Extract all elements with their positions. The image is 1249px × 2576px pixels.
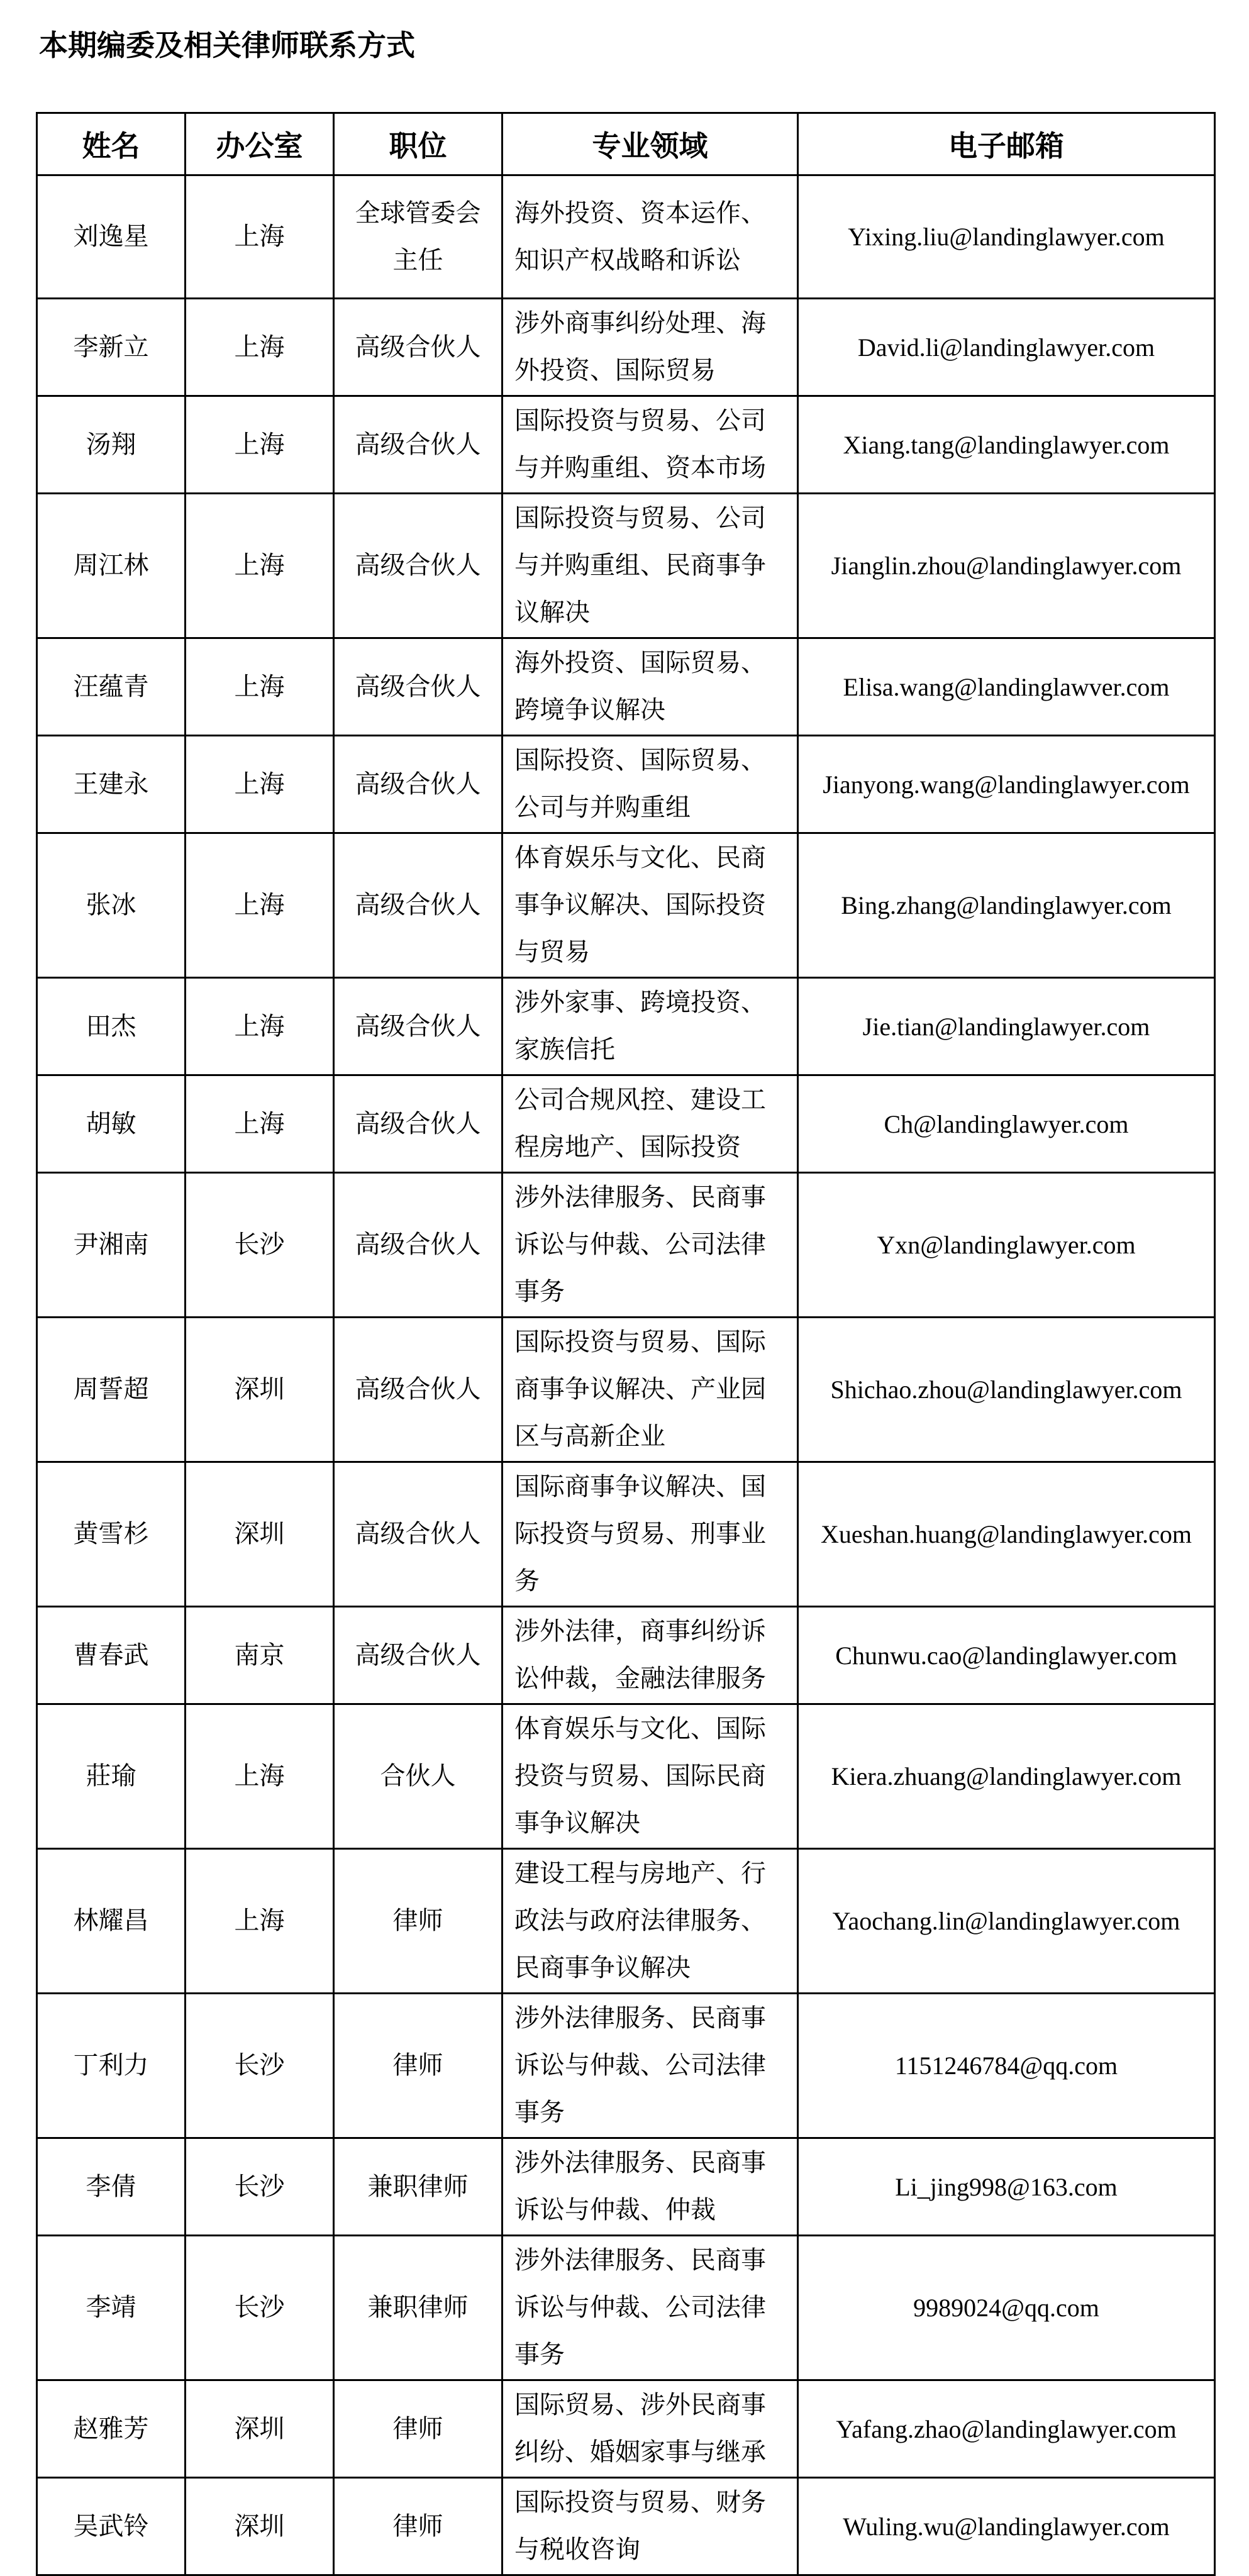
cell-office: 上海: [186, 1849, 334, 1994]
cell-email: Yixing.liu@landinglawyer.com: [798, 175, 1215, 299]
table-row: [37, 2138, 1215, 2236]
cell-position: [334, 1462, 502, 1607]
cell-position: [334, 2380, 502, 2478]
cell-specialty-line: 国际投资与贸易、公司: [514, 406, 766, 435]
cell-position-line: 高级合伙人: [355, 430, 481, 459]
cell-name: 周誓超: [37, 1318, 186, 1462]
contacts-table: [36, 112, 1216, 2576]
cell-name: 周江林: [37, 494, 186, 638]
cell-name: 王建永: [37, 736, 186, 833]
cell-position: [334, 1318, 502, 1462]
cell-specialty: [502, 1704, 798, 1849]
table-row: [37, 494, 1215, 638]
table-row: [37, 1704, 1215, 1849]
cell-office: 上海: [186, 175, 334, 299]
cell-position: [334, 2478, 502, 2575]
cell-position: [334, 2138, 502, 2236]
cell-position: [334, 1994, 502, 2138]
cell-office: 上海: [186, 494, 334, 638]
table-row: [37, 396, 1215, 494]
cell-position-line: 律师: [392, 2414, 443, 2443]
cell-email: Bing.zhang@landinglawyer.com: [798, 833, 1215, 978]
cell-office: 上海: [186, 299, 334, 396]
cell-email: Jianglin.zhou@landinglawyer.com: [798, 494, 1215, 638]
cell-position-line: 高级合伙人: [355, 1011, 481, 1041]
cell-specialty: [502, 2380, 798, 2478]
table-row: [37, 978, 1215, 1075]
cell-email: Yaochang.lin@landinglawyer.com: [798, 1849, 1215, 1994]
cell-specialty-line: 国际贸易、涉外民商事: [514, 2390, 766, 2419]
cell-position-line: 高级合伙人: [355, 1519, 481, 1548]
table-row: [37, 638, 1215, 736]
cell-office: 深圳: [186, 2478, 334, 2575]
table-row: [37, 175, 1215, 299]
cell-name: 莊瑜: [37, 1704, 186, 1849]
cell-email: 1151246784@qq.com: [798, 1994, 1215, 2138]
cell-specialty-line: 与并购重组、资本市场: [514, 453, 766, 482]
cell-position: [334, 736, 502, 833]
cell-position-line: 全球管委会: [355, 198, 481, 228]
cell-office: 上海: [186, 978, 334, 1075]
cell-specialty-line: 民商事争议解决: [514, 1953, 691, 1982]
cell-position: [334, 494, 502, 638]
cell-name: 李倩: [37, 2138, 186, 2236]
cell-specialty-line: 公司与并购重组: [514, 793, 691, 822]
cell-specialty-line: 国际投资与贸易、国际: [514, 1328, 766, 1357]
cell-position-line: 高级合伙人: [355, 1640, 481, 1670]
cell-specialty-line: 事务: [514, 2340, 565, 2369]
cell-name: 黄雪杉: [37, 1462, 186, 1607]
table-row: [37, 299, 1215, 396]
cell-email: Chunwu.cao@landinglawyer.com: [798, 1607, 1215, 1704]
cell-specialty: [502, 2478, 798, 2575]
cell-specialty: [502, 1994, 798, 2138]
cell-specialty-line: 区与高新企业: [514, 1422, 665, 1451]
table-row: [37, 2380, 1215, 2478]
table-row: [37, 833, 1215, 978]
cell-specialty-line: 事争议解决: [514, 1809, 640, 1838]
cell-specialty-line: 诉讼与仲裁、公司法律: [514, 1230, 766, 1259]
cell-specialty-line: 商事争议解决、产业园: [514, 1375, 766, 1404]
cell-name: 赵雅芳: [37, 2380, 186, 2478]
table-body: [37, 175, 1215, 2575]
cell-email: Shichao.zhou@landinglawyer.com: [798, 1318, 1215, 1462]
cell-name: 张冰: [37, 833, 186, 978]
cell-specialty: [502, 1075, 798, 1173]
page-title: 本期编委及相关律师联系方式: [39, 28, 415, 62]
cell-position: [334, 1075, 502, 1173]
cell-name: 刘逸星: [37, 175, 186, 299]
cell-name: 田杰: [37, 978, 186, 1075]
cell-specialty-line: 事务: [514, 2098, 565, 2127]
cell-name: 李靖: [37, 2236, 186, 2380]
cell-position: [334, 833, 502, 978]
cell-specialty: [502, 396, 798, 494]
cell-specialty: [502, 1849, 798, 1994]
table-row: [37, 1318, 1215, 1462]
cell-name: 丁利力: [37, 1994, 186, 2138]
cell-email: Yafang.zhao@landinglawyer.com: [798, 2380, 1215, 2478]
cell-office: 长沙: [186, 2236, 334, 2380]
cell-position: [334, 175, 502, 299]
cell-office: 深圳: [186, 1462, 334, 1607]
table-row: [37, 2236, 1215, 2380]
cell-name: 汤翔: [37, 396, 186, 494]
cell-position-line: 高级合伙人: [355, 551, 481, 580]
cell-position-line: 主任: [392, 245, 443, 275]
cell-position-line: 律师: [392, 1906, 443, 1935]
cell-specialty-line: 国际投资与贸易、公司: [514, 504, 766, 533]
cell-position: [334, 1704, 502, 1849]
cell-position-line: 兼职律师: [367, 2172, 469, 2201]
cell-position-line: 高级合伙人: [355, 1375, 481, 1404]
table-row: [37, 1607, 1215, 1704]
cell-specialty-line: 体育娱乐与文化、国际: [514, 1714, 766, 1743]
cell-specialty-line: 政法与政府法律服务、: [514, 1906, 766, 1935]
cell-specialty-line: 诉讼与仲裁、仲裁: [514, 2196, 716, 2224]
cell-position: [334, 396, 502, 494]
cell-name: 汪蕴青: [37, 638, 186, 736]
cell-position-line: 兼职律师: [367, 2293, 469, 2322]
cell-specialty: [502, 494, 798, 638]
cell-specialty-line: 与贸易: [514, 938, 590, 967]
cell-position-line: 高级合伙人: [355, 1230, 481, 1259]
cell-email: Jianyong.wang@landinglawyer.com: [798, 736, 1215, 833]
cell-position-line: 高级合伙人: [355, 332, 481, 362]
cell-specialty-line: 讼仲裁，金融法律服务: [514, 1664, 766, 1693]
cell-position-line: 律师: [392, 2511, 443, 2541]
cell-position: [334, 1173, 502, 1318]
cell-specialty: [502, 1173, 798, 1318]
cell-specialty-line: 纠纷、婚姻家事与继承: [514, 2438, 766, 2467]
cell-position-line: 高级合伙人: [355, 769, 481, 799]
cell-position: [334, 299, 502, 396]
cell-email: Ch@landinglawyer.com: [798, 1075, 1215, 1173]
cell-specialty-line: 投资与贸易、国际民商: [514, 1762, 766, 1790]
cell-specialty-line: 公司合规风控、建设工: [514, 1085, 766, 1114]
cell-specialty-line: 海外投资、资本运作、: [514, 198, 766, 228]
cell-email: Xiang.tang@landinglawyer.com: [798, 396, 1215, 494]
cell-office: 上海: [186, 1704, 334, 1849]
cell-name: 林耀昌: [37, 1849, 186, 1994]
cell-office: 上海: [186, 638, 334, 736]
cell-position: [334, 638, 502, 736]
cell-name: 尹湘南: [37, 1173, 186, 1318]
table-row: [37, 1075, 1215, 1173]
cell-email: David.li@landinglawyer.com: [798, 299, 1215, 396]
table-row: [37, 1849, 1215, 1994]
cell-position: [334, 2236, 502, 2380]
cell-specialty-line: 涉外家事、跨境投资、: [514, 988, 766, 1017]
cell-specialty-line: 涉外法律服务、民商事: [514, 2004, 766, 2033]
cell-specialty: [502, 638, 798, 736]
cell-specialty-line: 际投资与贸易、刑事业: [514, 1519, 766, 1548]
cell-position: [334, 978, 502, 1075]
cell-office: 深圳: [186, 2380, 334, 2478]
cell-office: 上海: [186, 396, 334, 494]
cell-specialty-line: 与并购重组、民商事争: [514, 551, 766, 580]
cell-specialty-line: 涉外法律服务、民商事: [514, 2148, 766, 2177]
cell-office: 南京: [186, 1607, 334, 1704]
cell-position-line: 律师: [392, 2051, 443, 2080]
cell-name: 曹春武: [37, 1607, 186, 1704]
cell-email: Xueshan.huang@landinglawyer.com: [798, 1462, 1215, 1607]
cell-position-line: 高级合伙人: [355, 891, 481, 919]
cell-email: Li_jing998@163.com: [798, 2138, 1215, 2236]
cell-office: 上海: [186, 1075, 334, 1173]
cell-specialty-line: 国际商事争议解决、国: [514, 1472, 766, 1501]
cell-position-line: 合伙人: [380, 1762, 456, 1790]
cell-specialty-line: 国际投资、国际贸易、: [514, 746, 766, 775]
cell-specialty-line: 海外投资、国际贸易、: [514, 648, 766, 677]
header-office: 办公室: [186, 113, 334, 175]
cell-specialty-line: 务: [514, 1567, 540, 1596]
cell-specialty-line: 体育娱乐与文化、民商: [514, 843, 766, 872]
cell-office: 长沙: [186, 2138, 334, 2236]
cell-email: Kiera.zhuang@landinglawyer.com: [798, 1704, 1215, 1849]
cell-specialty-line: 程房地产、国际投资: [514, 1133, 741, 1162]
cell-specialty: [502, 978, 798, 1075]
cell-specialty: [502, 175, 798, 299]
table-row: [37, 1462, 1215, 1607]
cell-position-line: 高级合伙人: [355, 672, 481, 701]
cell-specialty-line: 涉外法律服务、民商事: [514, 1183, 766, 1212]
cell-name: 吴武铃: [37, 2478, 186, 2575]
cell-specialty: [502, 1318, 798, 1462]
cell-specialty-line: 涉外法律服务、民商事: [514, 2246, 766, 2275]
cell-specialty: [502, 1607, 798, 1704]
cell-specialty: [502, 833, 798, 978]
cell-specialty: [502, 1462, 798, 1607]
cell-specialty: [502, 736, 798, 833]
cell-specialty-line: 国际投资与贸易、财务: [514, 2488, 766, 2517]
cell-name: 李新立: [37, 299, 186, 396]
cell-office: 长沙: [186, 1173, 334, 1318]
cell-specialty-line: 议解决: [514, 598, 590, 627]
cell-name: 胡敏: [37, 1075, 186, 1173]
header-position: 职位: [334, 113, 502, 175]
cell-specialty: [502, 2138, 798, 2236]
cell-email: Elisa.wang@landinglawver.com: [798, 638, 1215, 736]
table-row: [37, 1173, 1215, 1318]
header-specialty: 专业领域: [502, 113, 798, 175]
cell-specialty-line: 事争议解决、国际投资: [514, 891, 766, 919]
table-row: [37, 1994, 1215, 2138]
cell-specialty: [502, 299, 798, 396]
cell-specialty-line: 事务: [514, 1277, 565, 1306]
header-email: 电子邮箱: [798, 113, 1215, 175]
cell-specialty-line: 建设工程与房地产、行: [514, 1859, 766, 1888]
cell-specialty-line: 知识产权战略和诉讼: [514, 245, 741, 275]
cell-specialty-line: 涉外法律，商事纠纷诉: [514, 1617, 766, 1646]
cell-specialty-line: 涉外商事纠纷处理、海: [514, 309, 766, 338]
cell-office: 上海: [186, 833, 334, 978]
cell-email: Yxn@landinglawyer.com: [798, 1173, 1215, 1318]
header-name: 姓名: [37, 113, 186, 175]
cell-position: [334, 1607, 502, 1704]
cell-specialty-line: 诉讼与仲裁、公司法律: [514, 2293, 766, 2322]
cell-email: Jie.tian@landinglawyer.com: [798, 978, 1215, 1075]
cell-office: 上海: [186, 736, 334, 833]
cell-specialty-line: 与税收咨询: [514, 2535, 640, 2564]
cell-specialty: [502, 2236, 798, 2380]
cell-specialty-line: 跨境争议解决: [514, 696, 665, 724]
cell-position-line: 高级合伙人: [355, 1109, 481, 1138]
cell-email: 9989024@qq.com: [798, 2236, 1215, 2380]
cell-position: [334, 1849, 502, 1994]
cell-email: Wuling.wu@landinglawyer.com: [798, 2478, 1215, 2575]
cell-specialty-line: 家族信托: [514, 1035, 615, 1064]
cell-specialty-line: 外投资、国际贸易: [514, 356, 716, 385]
cell-office: 长沙: [186, 1994, 334, 2138]
table-header-row: [37, 113, 1215, 175]
cell-office: 深圳: [186, 1318, 334, 1462]
table-row: [37, 2478, 1215, 2575]
cell-specialty-line: 诉讼与仲裁、公司法律: [514, 2051, 766, 2080]
table-row: [37, 736, 1215, 833]
